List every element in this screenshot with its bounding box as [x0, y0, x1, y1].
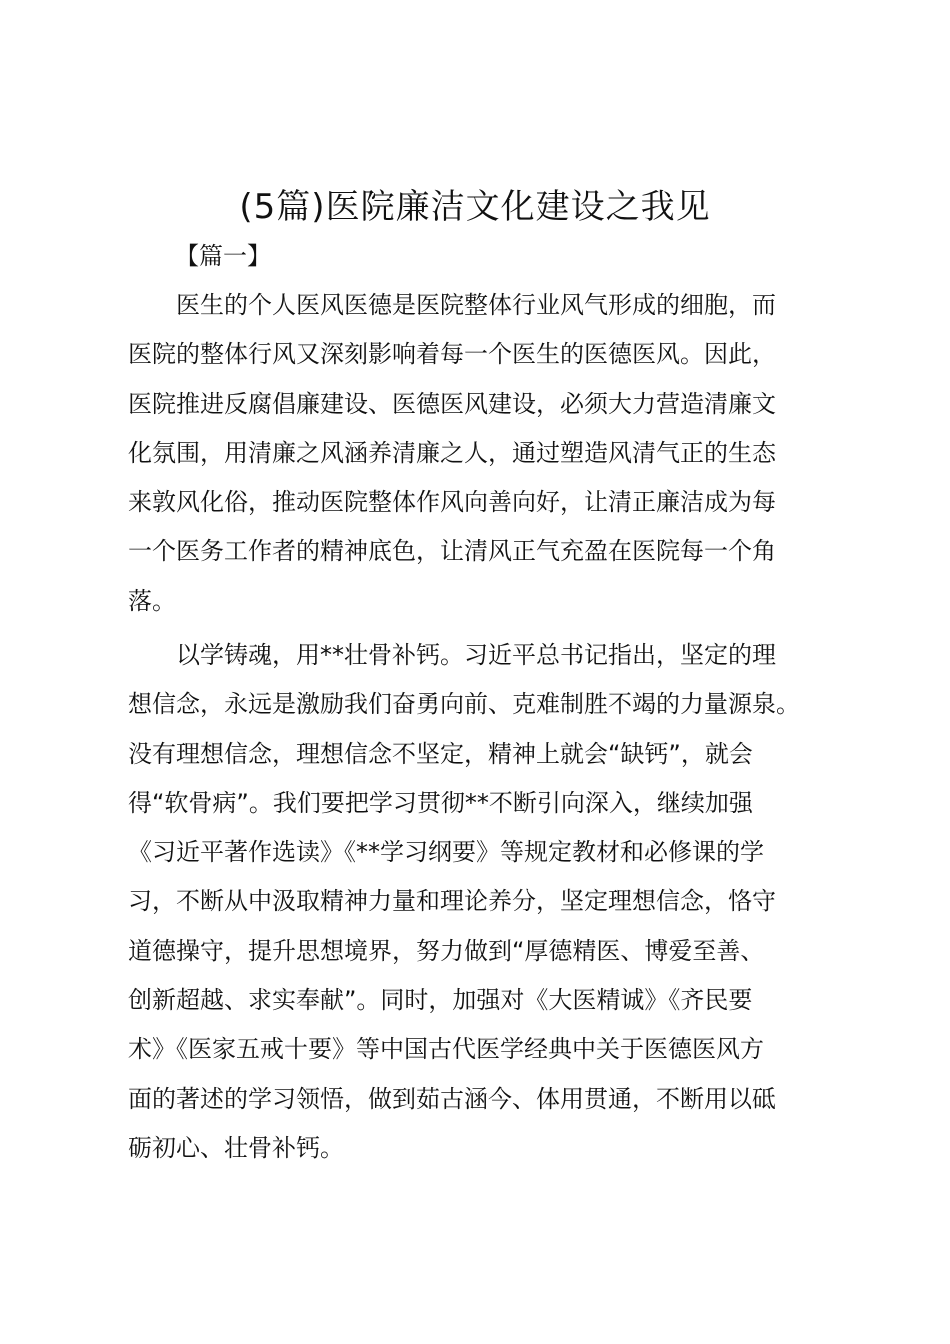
section-label: 【篇一】	[175, 242, 271, 270]
paragraph-line: 医院推进反腐倡廉建设、医德医风建设，必须大力营造清廉文	[128, 389, 776, 418]
paragraph-line: 术》《医家五戒十要》等中国古代医学经典中关于医德医风方	[128, 1035, 764, 1064]
paragraph-line: 来敦风化俗，推动医院整体作风向善向好，让清正廉洁成为每	[128, 488, 776, 517]
paragraph-line: 创新超越、求实奉献”。同时，加强对《大医精诚》《齐民要	[128, 986, 753, 1015]
paragraph-line: 想信念，永远是激励我们奋勇向前、克难制胜不竭的力量源泉。	[128, 690, 800, 719]
paragraph-2	[128, 631, 838, 1173]
paragraph-line: 一个医务工作者的精神底色，让清风正气充盈在医院每一个角	[128, 537, 776, 566]
paragraph-line: 落。	[128, 586, 176, 615]
paragraph-line: 化氛围，用清廉之风涵养清廉之人，通过塑造风清气正的生态	[128, 438, 776, 467]
paragraph-line: 面的著述的学习领悟，做到茹古涵今、体用贯通，不断用以砥	[128, 1084, 776, 1113]
paragraph-1	[128, 281, 838, 626]
paragraph-line: 习，不断从中汲取精神力量和理论养分，坚定理想信念，恪守	[128, 887, 776, 916]
paragraph-line: 得“软骨病”。我们要把学习贯彻**不断引向深入，继续加强	[128, 788, 753, 817]
paragraph-line: 砺初心、壮骨补钙。	[128, 1133, 344, 1162]
paragraph-line: 《习近平著作选读》《**学习纲要》等规定教材和必修课的学	[128, 838, 764, 867]
paragraph-line: 道德操守，提升思想境界，努力做到“厚德精医、博爱至善、	[128, 936, 765, 965]
document-title: (5篇)医院廉洁文化建设之我见	[239, 187, 711, 227]
paragraph-line: 没有理想信念，理想信念不坚定，精神上就会“缺钙”，就会	[128, 739, 753, 768]
paragraph-line: 以学铸魂，用**壮骨补钙。习近平总书记指出，坚定的理	[176, 641, 776, 669]
paragraph-line: 医院的整体行风又深刻影响着每一个医生的医德医风。因此，	[128, 340, 776, 369]
paragraph-line: 医生的个人医风医德是医院整体行业风气形成的细胞，而	[176, 291, 776, 319]
